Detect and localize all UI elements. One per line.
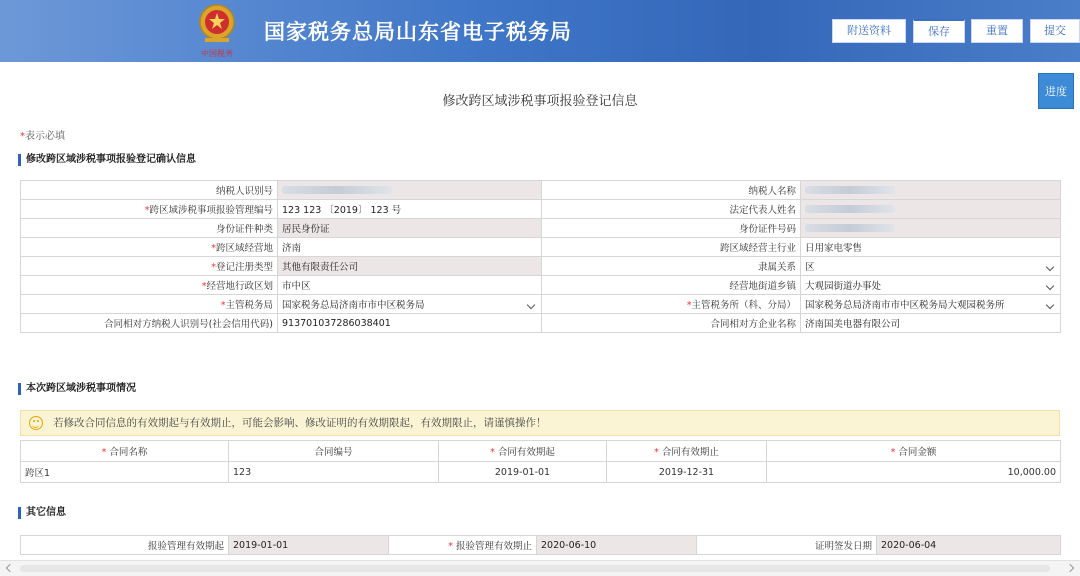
attach-materials-button[interactable]: 附送资料 [832, 19, 906, 43]
field-value [278, 276, 542, 295]
field-label [542, 200, 801, 219]
field-label-text: 纳税人识别号 [215, 186, 273, 197]
field-label-text: 经营地行政区划 [206, 281, 273, 292]
field-label-text: 主管税务局 [225, 300, 273, 311]
progress-button[interactable]: 进度 [1038, 73, 1074, 109]
warning-banner [20, 410, 1060, 436]
field-value-text: 济南 [282, 243, 302, 254]
field-label [697, 536, 877, 555]
field-label [21, 276, 278, 295]
required-star: * [211, 243, 216, 254]
top-header [0, 0, 1080, 62]
field-label-text: 经营地街道乡镇 [729, 281, 796, 292]
field-label [21, 200, 278, 219]
table-cell[interactable]: 123 [229, 462, 439, 483]
site-title: 国家税务总局山东省电子税务局 [264, 20, 572, 44]
field-label [21, 257, 278, 276]
column-header-label: 合同有效期起 [497, 447, 555, 458]
field-value-text: 123 123 〔2019〕 123 号 [282, 205, 402, 216]
field-value [801, 238, 1061, 257]
warning-text: 若修改合同信息的有效期起与有效期止，可能会影响、修改证明的有效期限起，有效期限止，请谨慎操作！ [53, 417, 547, 429]
field-label-text: 主管税务所（科、分局） [691, 300, 796, 311]
section-title-confirm-info: 修改跨区域涉税事项报验登记确认信息 [18, 154, 196, 166]
field-label [21, 238, 278, 257]
field-label [542, 219, 801, 238]
field-value [278, 181, 542, 200]
required-star: * [20, 131, 25, 142]
form-row [21, 219, 1061, 238]
field-value-text: 其他有限责任公司 [282, 262, 359, 273]
redacted-value [282, 186, 392, 194]
field-label-text: 报验管理有效期起 [147, 541, 224, 552]
field-label-text: 证明签发日期 [814, 541, 872, 552]
field-value-text: 居民身份证 [282, 224, 330, 235]
scrollbar-thumb[interactable] [20, 565, 1050, 572]
field-label-text: 登记注册类型 [215, 262, 273, 273]
column-header [767, 441, 1061, 462]
field-label-text: 跨区域经营主行业 [719, 243, 796, 254]
field-label-text: 报验管理有效期止 [455, 541, 532, 552]
page-title: 修改跨区域涉税事项报验登记信息 [442, 94, 638, 109]
chevron-down-icon[interactable] [527, 301, 535, 309]
chevron-down-icon[interactable] [1046, 301, 1054, 309]
table-cell[interactable]: 跨区1 [21, 462, 229, 483]
column-header-label: 合同有效期止 [661, 447, 719, 458]
field-label [21, 536, 229, 555]
redacted-value [805, 224, 895, 232]
field-value [801, 200, 1061, 219]
required-star: * [101, 447, 107, 458]
redacted-value [805, 186, 895, 194]
field-label [389, 536, 537, 555]
field-value [801, 219, 1061, 238]
required-star: * [144, 205, 150, 216]
field-label [21, 181, 278, 200]
save-button[interactable]: 保存 [913, 19, 965, 43]
form-row [21, 314, 1061, 333]
form-row [21, 181, 1061, 200]
required-hint-text: 表示必填 [25, 131, 65, 142]
required-star: * [201, 281, 207, 292]
field-value [801, 314, 1061, 333]
column-header [21, 441, 229, 462]
date-value[interactable]: 2020-06-04 [877, 536, 1061, 555]
field-select[interactable] [801, 295, 1061, 314]
field-value [278, 219, 542, 238]
column-header-label: 合同名称 [109, 447, 148, 458]
field-value [278, 314, 542, 333]
smiley-warning-icon [29, 416, 43, 430]
reset-button[interactable]: 重置 [971, 19, 1023, 43]
required-star: * [448, 541, 453, 552]
required-star: * [654, 447, 659, 458]
submit-button[interactable]: 提交 [1030, 19, 1080, 43]
form-row [21, 276, 1061, 295]
field-label-text: 合同相对方企业名称 [710, 319, 796, 330]
column-header [439, 441, 607, 462]
scroll-right-icon[interactable] [1066, 564, 1074, 572]
form-row [21, 295, 1061, 314]
column-header-label: 合同编号 [314, 447, 353, 458]
field-value-text: 国家税务总局济南市市中区税务局大观园税务所 [805, 300, 1005, 311]
required-star: * [490, 447, 495, 458]
field-value [801, 181, 1061, 200]
field-label [542, 181, 801, 200]
field-label [21, 314, 278, 333]
date-value[interactable]: 2019-01-01 [229, 536, 389, 555]
field-value [278, 200, 542, 219]
field-label [542, 257, 801, 276]
field-value [278, 238, 542, 257]
field-label-text: 身份证件号码 [738, 224, 796, 235]
confirm-info-table [20, 180, 1061, 333]
redacted-value [805, 205, 895, 213]
logo-caption: 中国税务 [201, 49, 233, 58]
form-row [21, 238, 1061, 257]
field-label-text: 跨区域经营地 [215, 243, 273, 254]
field-value-text: 济南国美电器有限公司 [805, 319, 901, 330]
table-cell[interactable]: 10,000.00 [767, 462, 1061, 483]
form-row [21, 257, 1061, 276]
field-label [542, 314, 801, 333]
field-label [21, 295, 278, 314]
field-select[interactable] [801, 276, 1061, 295]
other-info-table [20, 535, 1061, 555]
field-value-text: 日用家电零售 [805, 243, 863, 254]
date-value[interactable]: 2020-06-10 [537, 536, 697, 555]
section-title-current-matters: 本次跨区域涉税事项情况 [18, 383, 136, 395]
field-label-text: 跨区域涉税事项报验管理编号 [149, 205, 273, 216]
required-hint [20, 127, 65, 142]
horizontal-scrollbar[interactable] [0, 560, 1080, 576]
scroll-left-icon[interactable] [6, 564, 14, 572]
field-select[interactable] [801, 257, 1061, 276]
chevron-down-icon[interactable] [1046, 263, 1054, 271]
table-cell[interactable]: 2019-01-01 [439, 462, 607, 483]
required-star: * [686, 300, 692, 311]
field-select[interactable] [278, 295, 542, 314]
contract-table [20, 440, 1061, 483]
field-label-text: 隶属关系 [757, 262, 796, 273]
field-label [21, 219, 278, 238]
column-header-label: 合同金额 [898, 447, 937, 458]
field-label [542, 295, 801, 314]
table-row[interactable] [21, 462, 1061, 483]
field-label-text: 纳税人名称 [748, 186, 796, 197]
field-value-text: 大观园街道办事处 [805, 281, 882, 292]
form-row [21, 200, 1061, 219]
table-cell[interactable]: 2019-12-31 [607, 462, 767, 483]
field-value-text: 市中区 [282, 281, 311, 292]
field-label [542, 238, 801, 257]
field-value-text: 国家税务总局济南市市中区税务局 [282, 300, 425, 311]
field-label-text: 法定代表人姓名 [729, 205, 796, 216]
required-star: * [220, 300, 226, 311]
column-header [229, 441, 439, 462]
field-value-text: 913701037286038401 [282, 317, 391, 329]
column-header [607, 441, 767, 462]
required-star: * [211, 262, 216, 273]
field-label-text: 合同相对方纳税人识别号(社会信用代码) [104, 319, 273, 330]
field-value-text: 区 [805, 262, 815, 273]
tax-emblem-icon [196, 2, 238, 60]
chevron-down-icon[interactable] [1046, 282, 1054, 290]
field-value [278, 257, 542, 276]
section-title-other-info: 其它信息 [18, 507, 66, 519]
required-star: * [890, 447, 896, 458]
field-label [542, 276, 801, 295]
field-label-text: 身份证件种类 [215, 224, 273, 235]
